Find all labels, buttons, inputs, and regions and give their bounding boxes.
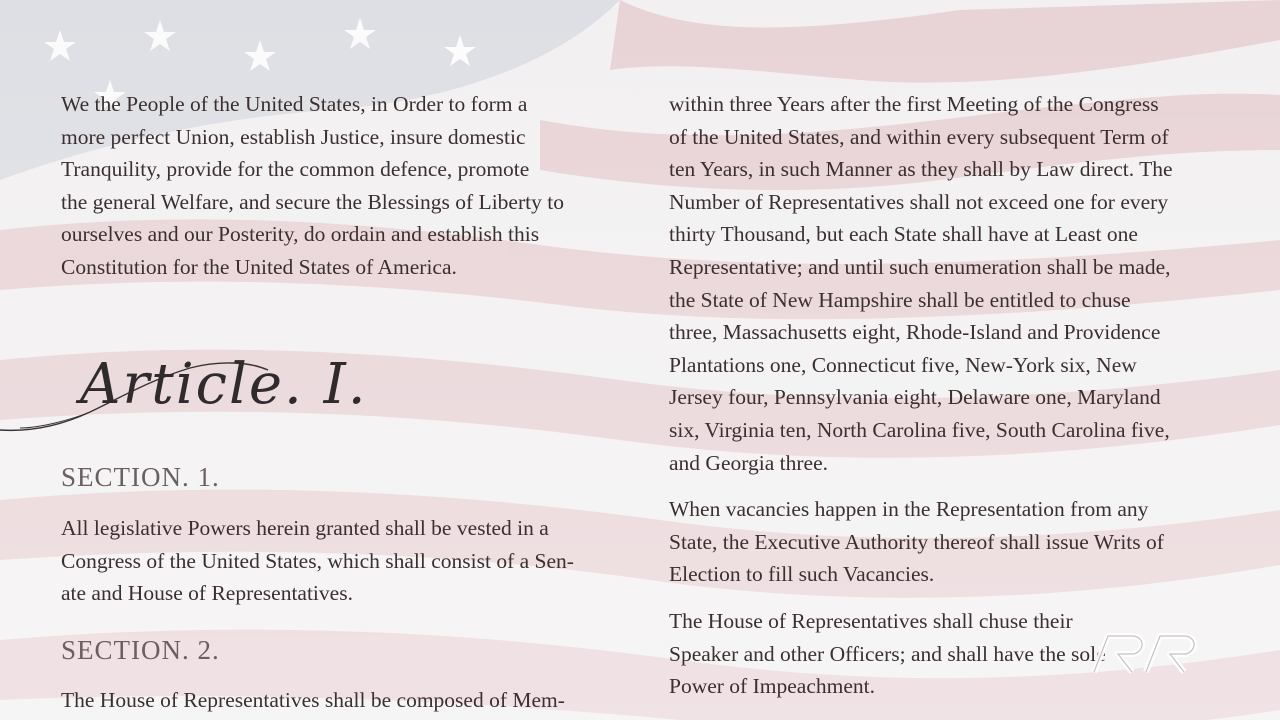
article-heading: Article. I. [80,352,368,417]
paragraph-line: State, the Executive Authority thereof shall issue Writs of [669,529,1164,554]
preamble-line: more perfect Union, establish Justice, insure domestic [61,124,526,149]
paragraph-line: thirty Thousand, but each State shall have at Least one [669,222,1138,247]
paragraph-line: Plantations one, Connecticut five, New-York six, New [669,352,1137,377]
paragraph-line: of the United States, and within every subsequent Term of [669,124,1169,149]
section-1-line: Congress of the United States, which shall consist of a Sen- [61,548,574,573]
paragraph-line: the State of New Hampshire shall be entitled to chuse [669,287,1131,312]
preamble-line: ourselves and our Posterity, do ordain and establish this [61,222,540,247]
paragraph-line: Representative; and until such enumeration shall be made, [669,254,1171,279]
paragraph-line: Number of Representatives shall not exceed one for every [669,189,1169,214]
apportionment-paragraph [669,88,1229,479]
preamble-line: Tranquility, provide for the common defence, promote [61,157,530,182]
section-2-line: The House of Representatives shall be composed of Mem- [61,688,565,712]
section-2-text [61,684,621,717]
vacancies-paragraph [669,493,1229,591]
section-1-line: ate and House of Representatives. [61,581,353,606]
paragraph-line: The House of Representatives shall chuse their [669,608,1073,633]
paragraph-line: within three Years after the first Meeting of the Congress [669,92,1159,116]
right-column [669,88,1229,703]
section-1-text [61,512,621,610]
paragraph-line: Speaker and other Officers; and shall have the sole [669,641,1106,666]
section-1-line: All legislative Powers herein granted shall be vested in a [61,516,549,540]
paragraph-line: Jersey four, Pennsylvania eight, Delaware one, Maryland [669,385,1161,410]
section-1-title: SECTION. 1. [61,462,220,492]
preamble-text [61,88,621,284]
paragraph-line: six, Virginia ten, North Carolina five, South Carolina five, [669,417,1170,442]
section-2-title: SECTION. 2. [61,635,220,665]
paragraph-line: Election to fill such Vacancies. [669,562,935,587]
paragraph-line: Power of Impeachment. [669,674,875,699]
paragraph-line: When vacancies happen in the Representation from any [669,497,1149,522]
paragraph-line: ten Years, in such Manner as they shall by Law direct. The [669,157,1173,182]
preamble-line: We the People of the United States, in Order to form a [61,92,528,116]
rr-logo-watermark [1088,628,1208,676]
paragraph-line: and Georgia three. [669,450,828,475]
paragraph-line: three, Massachusetts eight, Rhode-Island and Providence [669,320,1161,345]
preamble [61,88,621,284]
preamble-line: Constitution for the United States of America. [61,254,457,279]
preamble-line: the general Welfare, and secure the Blessings of Liberty to [61,189,564,214]
